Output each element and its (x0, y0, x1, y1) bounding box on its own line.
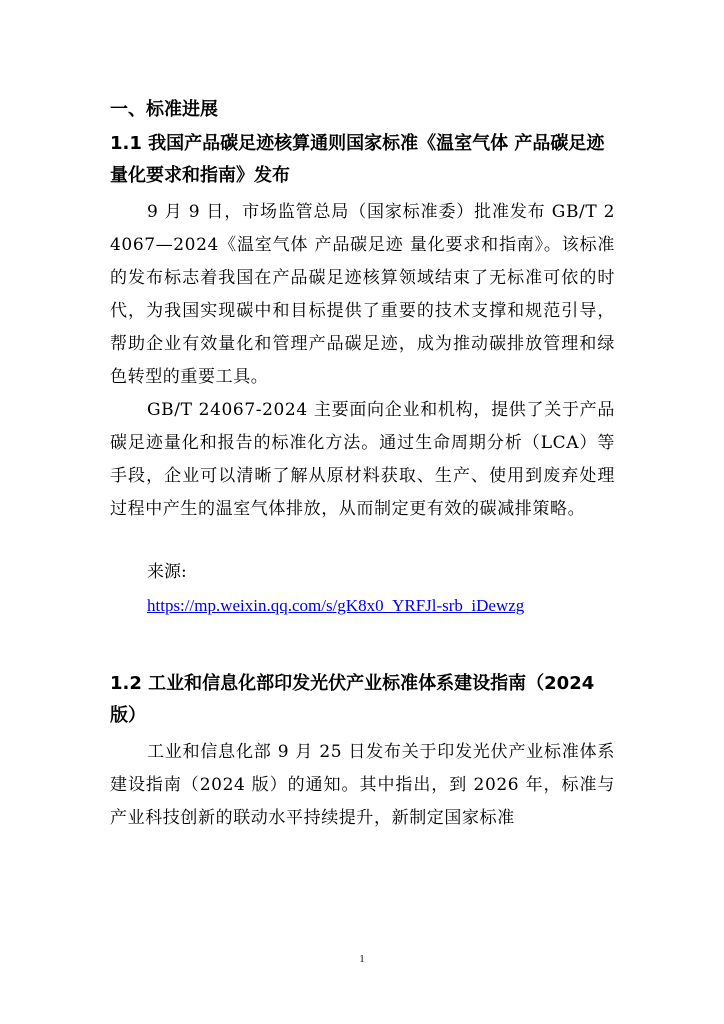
item2-paragraph-1: 工业和信息化部 9 月 25 日发布关于印发光伏产业标准体系建设指南（2024 版）的通知。其中指出，到 2026 年，标准与产业科技创新的联动水平持续提升，新制定国家标准 (110, 742, 615, 828)
item1-title: 1.1 我国产品碳足迹核算通则国家标准《温室气体 产品碳足迹 量化要求和指南》发布 (110, 133, 605, 186)
source-block (110, 556, 615, 622)
item2-title: 1.2 工业和信息化部印发光伏产业标准体系建设指南（2024版） (110, 673, 595, 726)
item1-paragraph-2: GB/T 24067-2024 主要面向企业和机构，提供了关于产品碳足迹量化和报告的标准化方法。通过生命周期分析（LCA）等手段，企业可以清晰了解从原材料获取、生产、使用到废弃处理过程中产生的温室气体排放，从而制定更有效的碳减排策略。 (110, 400, 615, 519)
page-number: 1 (359, 954, 365, 965)
source-link[interactable]: https://mp.weixin.qq.com/s/gK8x0_YRFJl-srb_iDewzg (147, 596, 525, 615)
source-label: 来源: (147, 562, 187, 582)
item1-paragraph-1: 9 月 9 日，市场监管总局（国家标准委）批准发布 GB/T 24067—2024《温室气体 产品碳足迹 量化要求和指南》。该标准的发布标志着我国在产品碳足迹核算领域结束了无标准可依的时代，为我国实现碳中和目标提供了重要的技术支撑和规范引导，帮助企业有效量化和管理产品碳足迹，成为推动碳排放管理和绿色转型的重要工具。 (110, 202, 615, 387)
section-title: 一、标准进展 (110, 99, 218, 120)
document-page (110, 94, 615, 835)
